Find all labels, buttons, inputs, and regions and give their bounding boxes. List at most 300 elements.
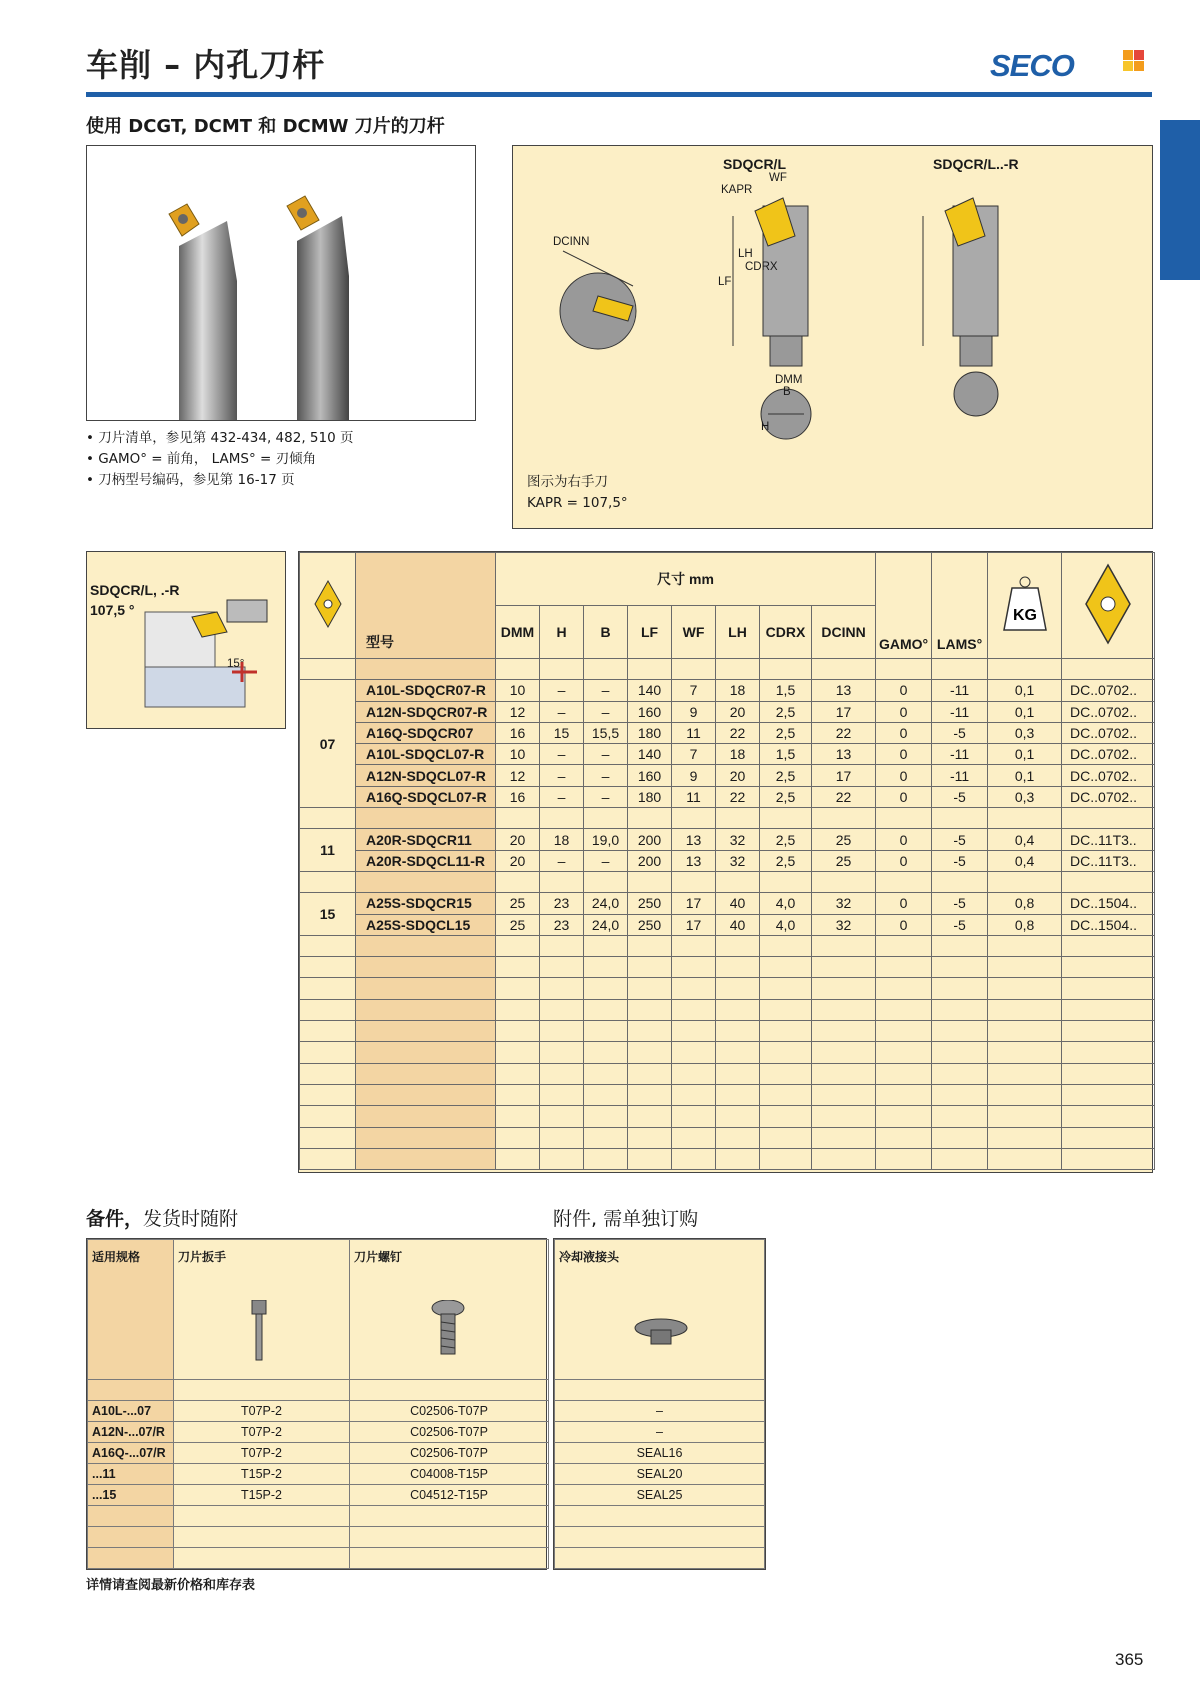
table-cell: -11 (932, 701, 988, 722)
table-cell-empty (300, 1106, 356, 1127)
acc-header: 适用规格 (88, 1240, 174, 1380)
table-cell-empty (716, 1127, 760, 1148)
acc-row (88, 1443, 549, 1464)
table-cell-empty (584, 659, 628, 680)
page-title: 车削 – 内孔刀杆 (86, 46, 326, 84)
table-cell-empty (1062, 871, 1155, 892)
table-row-blank (300, 1063, 1155, 1084)
table-cell-empty (628, 1063, 672, 1084)
table-cell-empty (760, 659, 812, 680)
table-cell-empty (812, 935, 876, 956)
table-row-blank (300, 1106, 1155, 1127)
table-cell: 140 (628, 680, 672, 701)
table-cell: DC..0702.. (1062, 786, 1155, 807)
table-row (300, 850, 1155, 871)
acc-part-cell: C02506-T07P (350, 1422, 549, 1443)
table-row (300, 765, 1155, 786)
table-cell-empty (356, 871, 496, 892)
table-cell-empty (540, 1106, 584, 1127)
table-cell-empty (496, 1021, 540, 1042)
product-photo (86, 145, 476, 421)
table-cell-empty (584, 808, 628, 829)
dim-lf: LF (718, 276, 732, 288)
table-cell-empty (628, 978, 672, 999)
table-cell: 2,5 (760, 722, 812, 743)
table-cell-empty (628, 999, 672, 1020)
table-cell-empty (540, 1127, 584, 1148)
note-item: • 刀片清单，参见第 432-434, 482, 510 页 (86, 428, 353, 449)
table-cell-empty (300, 871, 356, 892)
coolant-part-cell: SEAL20 (555, 1464, 765, 1485)
table-cell-empty (672, 808, 716, 829)
table-cell-empty (356, 1021, 496, 1042)
table-cell: 0 (876, 786, 932, 807)
note-item: • GAMO° = 前角， LAMS° = 刃倾角 (86, 449, 353, 470)
table-cell-empty (760, 1042, 812, 1063)
acc-row-blank (88, 1548, 549, 1569)
table-cell: 0,1 (988, 765, 1062, 786)
table-cell-empty (356, 1063, 496, 1084)
table-cell: -5 (932, 850, 988, 871)
notes-list (86, 428, 353, 491)
table-cell-empty (300, 957, 356, 978)
table-cell: 0,3 (988, 786, 1062, 807)
table-cell: 15,5 (584, 722, 628, 743)
insert-size-cell: 07 (300, 680, 356, 808)
table-cell: – (584, 744, 628, 765)
table-row-blank (300, 1148, 1155, 1169)
table-cell-empty (1062, 999, 1155, 1020)
table-cell: 9 (672, 701, 716, 722)
table-cell-empty (876, 1042, 932, 1063)
table-cell-empty (356, 1106, 496, 1127)
table-cell: 40 (716, 914, 760, 935)
table-cell-empty (716, 1106, 760, 1127)
diagram-note-line: KAPR = 107,5° (527, 495, 628, 511)
table-cell-empty (760, 808, 812, 829)
table-cell-empty (356, 957, 496, 978)
table-cell: – (584, 765, 628, 786)
table-cell: 0,1 (988, 701, 1062, 722)
table-cell-empty (540, 1084, 584, 1105)
table-cell: 32 (716, 829, 760, 850)
table-cell: 200 (628, 850, 672, 871)
table-row (300, 744, 1155, 765)
table-cell: 0 (876, 765, 932, 786)
table-cell-empty (876, 1148, 932, 1169)
col-header: DMM (496, 606, 540, 659)
table-cell: 200 (628, 829, 672, 850)
table-cell-empty (496, 808, 540, 829)
footer-note: 详情请查阅最新价格和库存表 (86, 1578, 256, 1593)
acc-part-cell: T15P-2 (174, 1485, 350, 1506)
table-cell-empty (716, 1042, 760, 1063)
acc-spec-cell: A16Q-...07/R (88, 1443, 174, 1464)
table-cell-empty (584, 1106, 628, 1127)
table-row-blank (300, 659, 1155, 680)
table-cell: 16 (496, 722, 540, 743)
table-cell-empty (496, 1106, 540, 1127)
table-cell-empty (300, 1042, 356, 1063)
table-cell: 160 (628, 765, 672, 786)
table-row (300, 701, 1155, 722)
table-cell-empty (1062, 1148, 1155, 1169)
opt-header-row (555, 1240, 765, 1380)
table-cell-empty (584, 935, 628, 956)
col-header: LAMS° (932, 553, 988, 659)
accessories-included-title-rest: 发货时随附 (143, 1208, 239, 1230)
table-cell: 16 (496, 786, 540, 807)
table-row (300, 722, 1155, 743)
table-cell-empty (496, 935, 540, 956)
table-row-blank (300, 808, 1155, 829)
table-cell-empty (672, 1042, 716, 1063)
table-cell: DC..1504.. (1062, 893, 1155, 914)
table-cell-empty (932, 1042, 988, 1063)
table-cell-empty (716, 1148, 760, 1169)
table-cell-empty (496, 1084, 540, 1105)
acc-header-label: 冷却液接头 (559, 1250, 620, 1264)
table-cell: 250 (628, 893, 672, 914)
table-cell: 11 (672, 786, 716, 807)
table-cell: -5 (932, 829, 988, 850)
table-cell: 15 (540, 722, 584, 743)
wrench-icon (244, 1300, 274, 1364)
dimension-table (299, 552, 1155, 1170)
table-cell-empty (988, 1148, 1062, 1169)
acc-spec-cell: A10L-...07 (88, 1401, 174, 1422)
table-cell-empty (672, 999, 716, 1020)
table-cell-empty (716, 659, 760, 680)
table-cell-empty (812, 957, 876, 978)
opt-row (555, 1485, 765, 1506)
table-cell-empty (932, 1148, 988, 1169)
table-cell: 9 (672, 765, 716, 786)
table-cell-empty (876, 978, 932, 999)
table-cell-empty (356, 1148, 496, 1169)
approach-angle-diagram (86, 551, 286, 729)
acc-cell-empty (88, 1380, 174, 1401)
table-cell: DC..0702.. (1062, 722, 1155, 743)
table-cell-empty (540, 1063, 584, 1084)
table-cell: -5 (932, 893, 988, 914)
table-cell-empty (1062, 1127, 1155, 1148)
table-cell: 32 (812, 914, 876, 935)
table-cell-empty (628, 1106, 672, 1127)
table-cell-empty (812, 1063, 876, 1084)
table-cell-empty (672, 871, 716, 892)
table-cell-empty (932, 978, 988, 999)
acc-header-row (88, 1240, 549, 1380)
table-cell: 17 (812, 701, 876, 722)
table-cell: DC..1504.. (1062, 914, 1155, 935)
table-cell-empty (584, 999, 628, 1020)
table-cell-empty (932, 1084, 988, 1105)
acc-row-blank (555, 1548, 765, 1569)
table-cell-empty (760, 1127, 812, 1148)
table-cell: -11 (932, 680, 988, 701)
type-code-cell: A10L-SDQCL07-R (356, 744, 496, 765)
acc-row (88, 1485, 549, 1506)
table-cell: 20 (496, 850, 540, 871)
weight-icon (1000, 572, 1050, 636)
table-cell-empty (760, 1063, 812, 1084)
acc-cell-empty (174, 1548, 350, 1569)
acc-row-blank (555, 1527, 765, 1548)
table-cell: 180 (628, 722, 672, 743)
insert-shape-header (300, 553, 356, 659)
table-cell-empty (356, 935, 496, 956)
table-cell-empty (716, 1063, 760, 1084)
table-cell-empty (356, 659, 496, 680)
table-cell-empty (988, 659, 1062, 680)
seco-logo (990, 48, 1150, 83)
acc-header-label: 刀片扳手 (178, 1250, 227, 1264)
optional-parts-table (553, 1238, 766, 1570)
type-header: 型号 (356, 553, 496, 659)
table-row-blank (300, 1084, 1155, 1105)
mini-title-line: SDQCR/L, .-R (90, 582, 180, 598)
table-cell-empty (300, 808, 356, 829)
table-cell-empty (760, 1148, 812, 1169)
table-header-top (300, 553, 1155, 606)
table-cell-empty (300, 999, 356, 1020)
table-cell-empty (300, 978, 356, 999)
table-cell-empty (932, 871, 988, 892)
table-cell-empty (300, 1063, 356, 1084)
acc-cell-empty (555, 1548, 765, 1569)
table-cell-empty (300, 659, 356, 680)
table-cell: 22 (716, 786, 760, 807)
acc-cell-empty (555, 1506, 765, 1527)
table-cell-empty (628, 659, 672, 680)
acc-cell-empty (350, 1506, 549, 1527)
table-cell-empty (584, 957, 628, 978)
table-cell-empty (876, 957, 932, 978)
table-cell: – (540, 765, 584, 786)
col-header: WF (672, 606, 716, 659)
table-cell: 0,8 (988, 893, 1062, 914)
table-cell: 1,5 (760, 744, 812, 765)
table-cell-empty (988, 1084, 1062, 1105)
table-cell: 32 (812, 893, 876, 914)
table-cell-empty (540, 935, 584, 956)
table-cell-empty (876, 808, 932, 829)
table-cell-empty (496, 957, 540, 978)
table-cell-empty (1062, 1106, 1155, 1127)
table-row-blank (300, 957, 1155, 978)
table-cell: 2,5 (760, 850, 812, 871)
table-cell: DC..0702.. (1062, 765, 1155, 786)
acc-cell-empty (174, 1380, 350, 1401)
table-cell: 250 (628, 914, 672, 935)
table-cell-empty (988, 1127, 1062, 1148)
acc-part-cell: C02506-T07P (350, 1401, 549, 1422)
col-header: H (540, 606, 584, 659)
table-cell: 22 (716, 722, 760, 743)
table-cell-empty (672, 1127, 716, 1148)
table-cell: 17 (672, 893, 716, 914)
dim-kapr: KAPR (721, 184, 753, 196)
table-cell: DC..0702.. (1062, 680, 1155, 701)
acc-row-blank (88, 1380, 549, 1401)
table-cell-empty (584, 1063, 628, 1084)
table-cell-empty (988, 957, 1062, 978)
acc-part-cell: C04008-T15P (350, 1464, 549, 1485)
table-cell: – (584, 786, 628, 807)
table-cell: 24,0 (584, 893, 628, 914)
diagram-label-sdqcr: SDQCR/L (723, 156, 786, 172)
dim-h: H (761, 421, 770, 433)
table-cell-empty (760, 978, 812, 999)
acc-cell-empty (555, 1527, 765, 1548)
col-header: LF (628, 606, 672, 659)
table-cell: 160 (628, 701, 672, 722)
acc-part-cell: T07P-2 (174, 1401, 350, 1422)
table-cell: 7 (672, 680, 716, 701)
table-cell-empty (932, 1127, 988, 1148)
table-cell-empty (496, 1148, 540, 1169)
insert-diamond-icon (1078, 559, 1138, 649)
table-cell-empty (496, 1063, 540, 1084)
coolant-seal-icon (631, 1314, 691, 1354)
col-header: LH (716, 606, 760, 659)
col-header: CDRX (760, 606, 812, 659)
table-cell: -11 (932, 765, 988, 786)
acc-row-blank (555, 1506, 765, 1527)
table-cell-empty (300, 1084, 356, 1105)
acc-cell-empty (88, 1548, 174, 1569)
type-code-cell: A12N-SDQCR07-R (356, 701, 496, 722)
header-rule (86, 92, 1152, 97)
table-cell-empty (932, 1106, 988, 1127)
table-row-blank (300, 1021, 1155, 1042)
table-cell: DC..11T3.. (1062, 850, 1155, 871)
table-cell-empty (628, 957, 672, 978)
workpiece-drawing-icon (87, 552, 287, 730)
table-cell: 2,5 (760, 765, 812, 786)
acc-cell-empty (350, 1380, 549, 1401)
table-cell: 19,0 (584, 829, 628, 850)
table-cell-empty (496, 999, 540, 1020)
table-cell-empty (1062, 1042, 1155, 1063)
type-code-cell: A10L-SDQCR07-R (356, 680, 496, 701)
type-code-cell: A25S-SDQCL15 (356, 914, 496, 935)
dim-cdrx: CDRX (745, 261, 778, 273)
table-cell-empty (584, 1042, 628, 1063)
table-cell-empty (716, 1084, 760, 1105)
table-cell-empty (584, 978, 628, 999)
table-cell-empty (540, 957, 584, 978)
acc-cell-empty (88, 1527, 174, 1548)
opt-row (555, 1401, 765, 1422)
diagram-note-line: 图示为右手刀 (527, 474, 608, 490)
acc-row-blank (555, 1380, 765, 1401)
table-cell: 0 (876, 914, 932, 935)
table-cell-empty (988, 808, 1062, 829)
type-code-cell: A20R-SDQCR11 (356, 829, 496, 850)
table-cell-empty (356, 808, 496, 829)
table-cell-empty (760, 957, 812, 978)
table-cell-empty (812, 1106, 876, 1127)
acc-part-cell: C02506-T07P (350, 1443, 549, 1464)
table-cell-empty (672, 978, 716, 999)
table-cell-empty (876, 871, 932, 892)
accessories-included-title (86, 1204, 238, 1231)
table-cell: 0 (876, 701, 932, 722)
table-cell: – (540, 701, 584, 722)
type-code-cell: A12N-SDQCL07-R (356, 765, 496, 786)
table-cell-empty (496, 1127, 540, 1148)
table-cell-empty (876, 999, 932, 1020)
table-cell: 17 (812, 765, 876, 786)
table-cell-empty (760, 1021, 812, 1042)
coolant-part-cell: SEAL16 (555, 1443, 765, 1464)
table-cell-empty (356, 1084, 496, 1105)
table-cell: – (584, 850, 628, 871)
coolant-part-cell: – (555, 1422, 765, 1443)
table-cell: 10 (496, 744, 540, 765)
table-cell: 23 (540, 893, 584, 914)
table-cell-empty (716, 935, 760, 956)
table-cell: 0,1 (988, 680, 1062, 701)
table-cell: -5 (932, 914, 988, 935)
table-cell-empty (988, 1106, 1062, 1127)
table-cell-empty (672, 935, 716, 956)
table-cell: 0,4 (988, 850, 1062, 871)
acc-row (88, 1422, 549, 1443)
acc-row (88, 1464, 549, 1485)
table-row (300, 680, 1155, 701)
mini-title-line: 107,5 ° (90, 602, 135, 618)
table-cell: 40 (716, 893, 760, 914)
table-cell-empty (672, 957, 716, 978)
table-cell: 0 (876, 829, 932, 850)
table-cell: 0 (876, 722, 932, 743)
table-cell: 12 (496, 765, 540, 786)
table-cell-empty (584, 871, 628, 892)
table-cell: – (540, 744, 584, 765)
table-cell: – (540, 680, 584, 701)
table-cell-empty (812, 999, 876, 1020)
table-cell-empty (356, 1127, 496, 1148)
table-cell-empty (760, 871, 812, 892)
type-code-cell: A16Q-SDQCL07-R (356, 786, 496, 807)
table-cell-empty (876, 1063, 932, 1084)
dim-lh: LH (738, 248, 753, 260)
table-cell-empty (584, 1127, 628, 1148)
table-cell-empty (672, 1021, 716, 1042)
insert-size-cell: 11 (300, 829, 356, 872)
table-cell-empty (672, 1084, 716, 1105)
table-cell-empty (876, 1021, 932, 1042)
type-code-cell: A25S-SDQCR15 (356, 893, 496, 914)
table-cell-empty (1062, 1084, 1155, 1105)
table-cell: -5 (932, 722, 988, 743)
side-tab (1160, 120, 1200, 280)
table-cell: 0 (876, 680, 932, 701)
table-cell: 7 (672, 744, 716, 765)
table-cell-empty (876, 1106, 932, 1127)
table-cell: 1,5 (760, 680, 812, 701)
table-cell-empty (812, 808, 876, 829)
acc-cell-empty (88, 1506, 174, 1527)
table-row-blank (300, 978, 1155, 999)
table-cell: 18 (540, 829, 584, 850)
table-cell-empty (672, 659, 716, 680)
table-cell: 23 (540, 914, 584, 935)
weight-kg-text: KG (1012, 607, 1037, 624)
